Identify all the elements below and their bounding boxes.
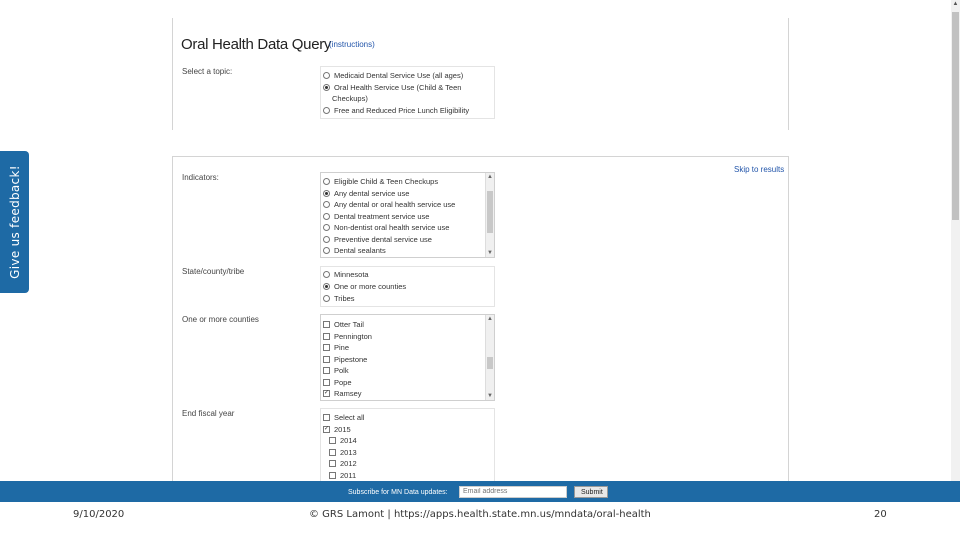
indicators-label: Indicators: [182,173,219,182]
checkbox-icon[interactable] [323,333,330,340]
county-option[interactable]: Pope [323,377,352,388]
indicators-scrollbar[interactable] [485,173,494,257]
indicator-option[interactable]: Any dental or oral health service use [323,199,455,210]
indicator-option[interactable]: Dental sealants [323,245,386,256]
indicators-listbox[interactable] [320,172,495,258]
years-label: End fiscal year [182,409,235,418]
subscribe-text: Subscribe for MN Data updates: [348,489,448,496]
topic-option-lunch[interactable]: Free and Reduced Price Lunch Eligibility [323,105,469,116]
year-option[interactable]: 2012 [329,458,357,469]
year-option[interactable]: ✓ 2015 [324,425,351,434]
footer-date: 9/10/2020 [73,509,125,520]
year-option[interactable]: 2011 [329,470,356,481]
radio-selected-icon[interactable] [323,190,330,197]
radio-icon[interactable] [323,213,330,220]
indicator-option[interactable]: Preventive dental service use [323,234,432,245]
radio-icon[interactable] [323,247,330,254]
page-number: 20 [874,509,887,520]
county-option[interactable]: ✓ Ramsey [324,389,362,398]
checkbox-icon[interactable] [323,356,330,363]
checkbox-icon[interactable] [329,437,336,444]
geo-option[interactable]: One or more counties [323,281,406,292]
feedback-tab-label: Give us feedback! [7,165,22,279]
county-option[interactable]: Pennington [323,331,372,342]
scrollbar-thumb[interactable] [487,191,493,233]
page-title: Oral Health Data Query [181,36,332,53]
years-list [320,408,495,482]
radio-selected-icon[interactable] [323,84,330,91]
topic-option-medicaid[interactable]: Medicaid Dental Service Use (all ages) [323,70,463,81]
radio-icon[interactable] [323,295,330,302]
topic-label: Select a topic: [182,67,233,76]
county-option[interactable]: Polk [323,365,349,376]
skip-to-results-link[interactable]: Skip to results [734,165,785,174]
indicator-option[interactable]: Eligible Child & Teen Checkups [323,176,438,187]
checkbox-icon[interactable] [329,460,336,467]
topic-option-oral-health-cont: Checkups) [332,94,368,103]
geo-option[interactable]: Tribes [323,293,355,304]
checkbox-icon[interactable] [329,449,336,456]
checkbox-icon[interactable] [323,344,330,351]
footer-credit: © GRS Lamont | https://apps.health.state.mn.us/mndata/oral-health [309,509,651,520]
scroll-up-icon[interactable]: ▲ [952,1,959,7]
topic-option-oral-health[interactable]: Oral Health Service Use (Child & Teen [323,82,461,93]
radio-icon[interactable] [323,107,330,114]
radio-icon[interactable] [323,72,330,79]
radio-icon[interactable] [323,178,330,185]
checkbox-checked-icon[interactable]: ✓ [324,389,330,396]
counties-scrollbar[interactable] [485,315,494,400]
county-option[interactable]: Pine [323,342,349,353]
checkbox-checked-icon[interactable]: ✓ [324,425,330,432]
year-option-select-all[interactable]: Select all [323,412,364,423]
indicator-option[interactable]: Dental treatment service use [323,211,429,222]
chevron-down-icon[interactable]: ▼ [487,393,493,399]
county-option[interactable]: Pipestone [323,354,367,365]
counties-listbox[interactable] [320,314,495,401]
instructions-link[interactable]: (instructions) [329,40,375,49]
chevron-up-icon[interactable]: ▲ [487,316,493,322]
checkbox-icon[interactable] [323,367,330,374]
topic-radio-group [320,66,495,119]
radio-icon[interactable] [323,236,330,243]
email-field[interactable] [459,486,567,498]
radio-icon[interactable] [323,271,330,278]
checkbox-icon[interactable] [323,321,330,328]
feedback-tab[interactable] [0,151,29,293]
geo-option[interactable]: Minnesota [323,269,369,280]
radio-icon[interactable] [323,224,330,231]
county-option[interactable]: Otter Tail [323,319,364,330]
geo-label: State/county/tribe [182,267,245,276]
checkbox-icon[interactable] [323,414,330,421]
checkbox-icon[interactable] [323,379,330,386]
year-option[interactable]: 2014 [329,435,357,446]
radio-selected-icon[interactable] [323,283,330,290]
geo-radio-group [320,266,495,307]
submit-button[interactable]: Submit [574,486,608,498]
scrollbar-thumb[interactable] [487,357,493,369]
chevron-up-icon[interactable]: ▲ [487,174,493,180]
year-option[interactable]: 2013 [329,447,357,458]
chevron-down-icon[interactable]: ▼ [487,250,493,256]
indicator-option[interactable]: Any dental service use [323,188,409,199]
page-scrollbar-thumb[interactable] [952,12,959,220]
counties-label: One or more counties [182,315,259,324]
checkbox-icon[interactable] [329,472,336,479]
page-scrollbar[interactable] [951,0,960,502]
radio-icon[interactable] [323,201,330,208]
indicator-option[interactable]: Non-dentist oral health service use [323,222,449,233]
